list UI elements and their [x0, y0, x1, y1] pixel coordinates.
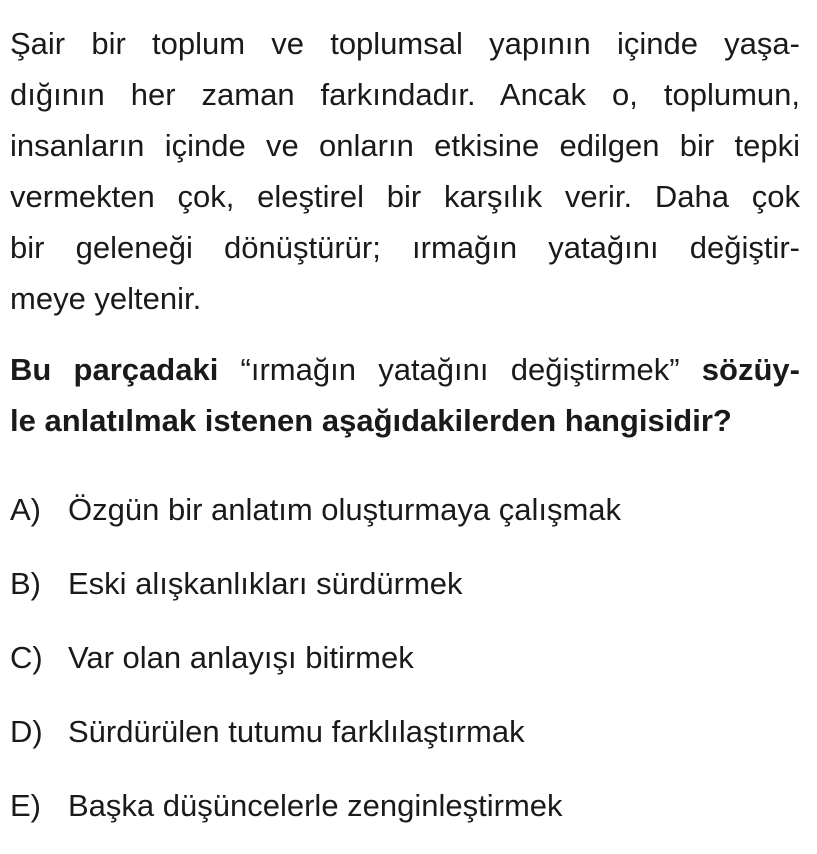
- passage: [10, 18, 800, 324]
- stem-line: [10, 395, 800, 446]
- answer-options: [10, 484, 800, 854]
- option-text: Özgün bir anlatım oluşturmaya çalışmak: [68, 492, 622, 527]
- option-letter: E): [10, 788, 41, 823]
- stem-bold-end: sözüy-: [701, 352, 800, 387]
- passage-line: bir geleneği dönüştürür; ırmağın yatağını değiştir-: [10, 230, 800, 265]
- option-letter: C): [10, 640, 43, 675]
- stem-bold-line2: le anlatılmak istenen aşağıdakilerden hangisidir?: [10, 403, 732, 438]
- option-c[interactable]: [10, 632, 800, 706]
- option-text: Sürdürülen tutumu farklılaştırmak: [68, 714, 525, 749]
- stem-line: [10, 344, 800, 395]
- option-letter: A): [10, 492, 41, 527]
- option-d[interactable]: [10, 706, 800, 780]
- option-e[interactable]: [10, 780, 800, 854]
- passage-line: dığının her zaman farkındadır. Ancak o, toplumun,: [10, 77, 800, 112]
- question-stem: [10, 344, 800, 446]
- option-text: Var olan anlayışı bitirmek: [68, 640, 414, 675]
- passage-line: meye yeltenir.: [10, 281, 202, 316]
- passage-line: insanların içinde ve onların etkisine edilgen bir tepki: [10, 128, 800, 163]
- option-letter: D): [10, 714, 43, 749]
- option-a[interactable]: [10, 484, 800, 558]
- passage-line: vermekten çok, eleştirel bir karşılık verir. Daha çok: [10, 179, 800, 214]
- option-text: Eski alışkanlıkları sürdürmek: [68, 566, 463, 601]
- option-b[interactable]: [10, 558, 800, 632]
- option-letter: B): [10, 566, 41, 601]
- option-text: Başka düşüncelerle zenginleştirmek: [68, 788, 563, 823]
- stem-bold-start: Bu parçadaki: [10, 352, 219, 387]
- stem-quote: “ırmağın yatağını değiştirmek”: [218, 352, 702, 387]
- question-block: [10, 18, 800, 854]
- passage-line: Şair bir toplum ve toplumsal yapının içinde yaşa-: [10, 26, 800, 61]
